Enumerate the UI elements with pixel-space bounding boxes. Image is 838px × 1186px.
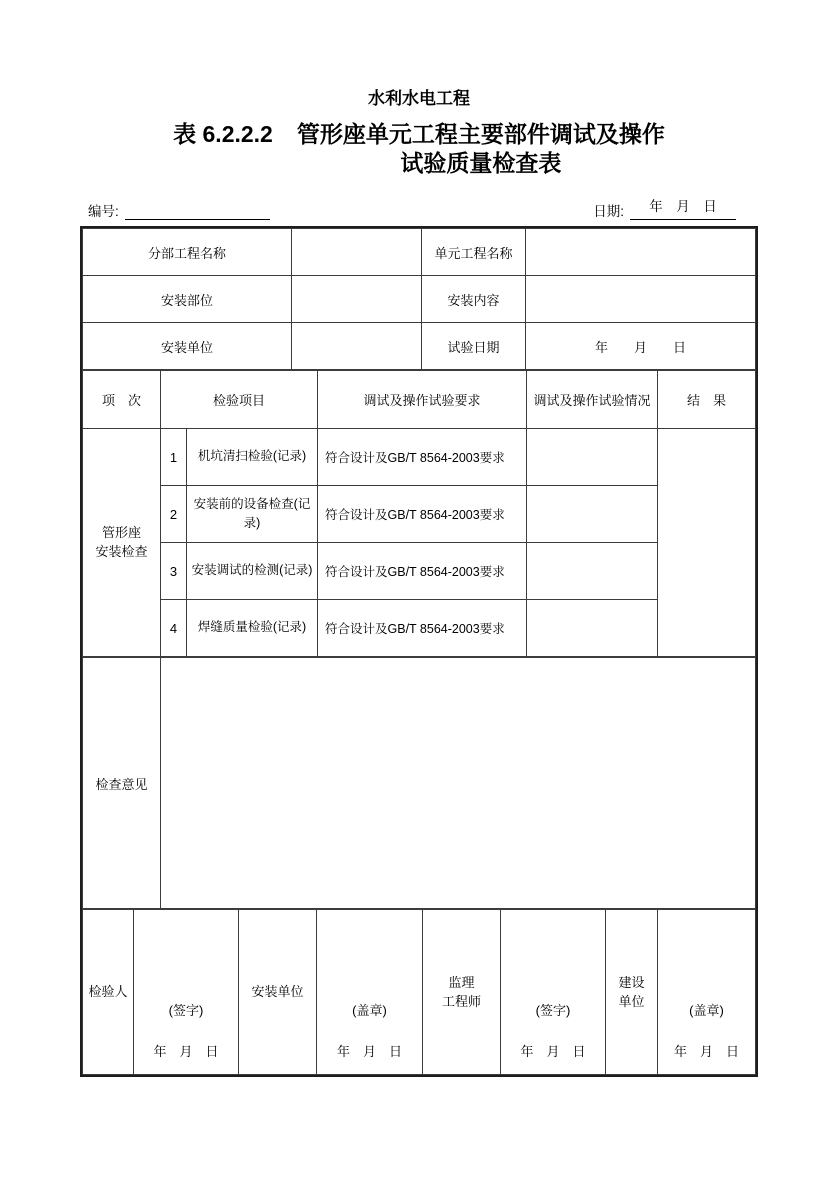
info-value-unit-project	[526, 229, 756, 276]
builder-label-line-1: 建设	[618, 974, 645, 990]
installer-label: 安装单位	[251, 984, 304, 1000]
inspector-sign-cell	[134, 910, 239, 1075]
info-value-install-location	[292, 276, 422, 323]
number-blank-line	[125, 203, 270, 220]
meta-row	[80, 195, 758, 220]
row-number: 1	[161, 429, 187, 486]
supervisor-sign-cell	[501, 910, 606, 1075]
info-label-install-unit: 安装单位	[83, 323, 292, 370]
checklist-table	[82, 370, 756, 657]
group-label-cell	[83, 429, 161, 657]
opinion-row	[83, 658, 756, 909]
supervisor-sign-hint: (签字)	[535, 1003, 571, 1018]
date-label: 日期:	[593, 204, 624, 219]
checklist-row-1	[83, 429, 756, 486]
table-row	[83, 323, 756, 370]
signoff-table	[82, 909, 756, 1075]
opinion-label: 检查意见	[83, 658, 161, 909]
table-number: 表 6.2.2.2	[173, 121, 273, 147]
date-blank-line: 年 月 日	[630, 195, 736, 220]
title-line-2: 试验质量检查表	[400, 150, 562, 176]
title-text	[297, 120, 665, 178]
check-item: 焊缝质量检验(记录)	[187, 600, 318, 657]
result-cell	[658, 429, 756, 657]
inspector-date-hint: 年 月 日	[153, 1044, 219, 1059]
supervisor-label-cell	[423, 910, 501, 1075]
row-number: 4	[161, 600, 187, 657]
installer-seal-hint: (盖章)	[352, 1003, 387, 1018]
table-row	[83, 276, 756, 323]
inspector-label-cell	[83, 910, 134, 1075]
info-label-unit-project: 单元工程名称	[422, 229, 526, 276]
group-label-line-1: 管形座	[101, 524, 141, 540]
situation-cell	[527, 429, 658, 486]
info-value-test-date: 年 月 日	[526, 323, 756, 370]
builder-date-hint: 年 月 日	[673, 1044, 739, 1059]
header-result: 结 果	[658, 371, 756, 429]
supervisor-label-line-1: 监理	[448, 974, 475, 990]
builder-seal-hint: (盖章)	[689, 1003, 724, 1018]
builder-label-line-2: 单位	[618, 994, 645, 1009]
table-row	[83, 229, 756, 276]
check-item: 安装调试的检测(记录)	[187, 543, 318, 600]
builder-label-cell	[606, 910, 658, 1075]
check-requirement: 符合设计及GB/T 8564-2003要求	[318, 543, 527, 600]
supervisor-date-hint: 年 月 日	[520, 1044, 586, 1059]
info-value-install-unit	[292, 323, 422, 370]
situation-cell	[527, 600, 658, 657]
signoff-row	[83, 910, 756, 1075]
builder-seal-cell	[658, 910, 756, 1075]
checklist-row-2	[83, 486, 756, 543]
checklist-row-3	[83, 543, 756, 600]
info-label-test-date: 试验日期	[422, 323, 526, 370]
info-label-install-location: 安装部位	[83, 276, 292, 323]
info-table	[82, 228, 756, 370]
header-item: 检验项目	[161, 371, 318, 429]
installer-seal-cell	[317, 910, 423, 1075]
checklist-row-4	[83, 600, 756, 657]
group-label-line-2: 安装检查	[95, 543, 148, 559]
check-requirement: 符合设计及GB/T 8564-2003要求	[318, 429, 527, 486]
org-title: 水利水电工程	[368, 89, 470, 108]
info-value-subdivision	[292, 229, 422, 276]
opinion-table	[82, 657, 756, 909]
check-requirement: 符合设计及GB/T 8564-2003要求	[318, 600, 527, 657]
form-number-field	[88, 200, 270, 220]
title-line-1: 管形座单元工程主要部件调试及操作	[296, 121, 665, 147]
number-label: 编号:	[88, 204, 119, 219]
header-situation: 调试及操作试验情况	[527, 371, 658, 429]
document-title	[0, 120, 838, 178]
supervisor-label-line-2: 工程师	[441, 994, 481, 1009]
installer-date-hint: 年 月 日	[336, 1044, 402, 1059]
info-label-subdivision: 分部工程名称	[83, 229, 292, 276]
check-item: 安装前的设备检查(记录)	[187, 486, 318, 543]
info-value-install-content	[526, 276, 756, 323]
row-number: 2	[161, 486, 187, 543]
situation-cell	[527, 543, 658, 600]
info-label-install-content: 安装内容	[422, 276, 526, 323]
inspector-sign-hint: (签字)	[168, 1003, 204, 1018]
inspector-label: 检验人	[88, 984, 128, 1000]
form-date-field	[593, 195, 736, 220]
check-requirement: 符合设计及GB/T 8564-2003要求	[318, 486, 527, 543]
form-sheet	[80, 226, 758, 1077]
opinion-content-cell	[161, 658, 756, 909]
check-item: 机坑清扫检验(记录)	[187, 429, 318, 486]
header-item-no: 项 次	[83, 371, 161, 429]
checklist-header-row	[83, 371, 756, 429]
situation-cell	[527, 486, 658, 543]
installer-label-cell	[239, 910, 317, 1075]
row-number: 3	[161, 543, 187, 600]
header-requirement: 调试及操作试验要求	[318, 371, 527, 429]
